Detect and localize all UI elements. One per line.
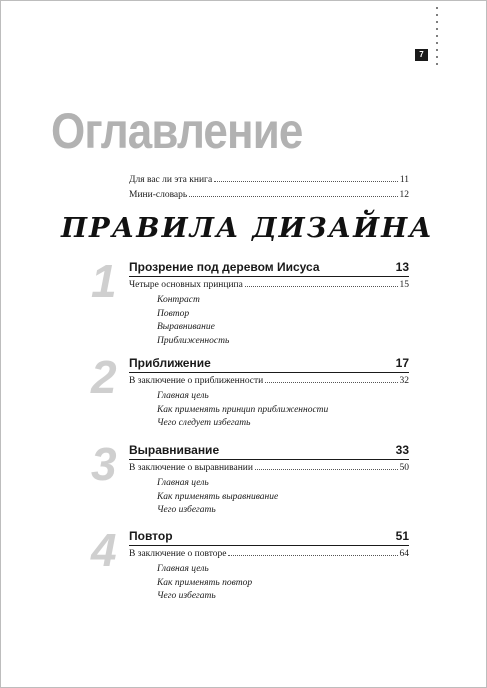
toc-entry[interactable] [129, 376, 409, 391]
chapter-title: Прозрение под деревом Иисуса [129, 260, 320, 274]
dot-leader [245, 286, 398, 287]
entry-page: 15 [399, 280, 409, 290]
entry-label: В заключение о приближенности [129, 376, 264, 386]
entry-page: 64 [399, 549, 409, 559]
entry-page: 32 [399, 376, 409, 386]
dot-leader [265, 382, 397, 383]
entry-page: 50 [399, 463, 409, 473]
chapter-items [157, 477, 278, 518]
list-item: Чего следует избегать [157, 418, 251, 428]
list-item: Выравнивание [157, 322, 215, 332]
chapter-heading[interactable] [129, 260, 409, 277]
chapter-page: 13 [395, 260, 409, 274]
chapter-heading[interactable] [129, 443, 409, 460]
list-item: Главная цель [157, 478, 209, 488]
entry-label: В заключение о выравнивании [129, 463, 253, 473]
chapter-number: 4 [91, 524, 117, 576]
chapter-title: Выравнивание [129, 443, 220, 457]
list-item: Приближенность [157, 335, 230, 346]
chapter-page: 51 [395, 529, 409, 543]
dot-leader [255, 469, 398, 470]
list-item: Чего избегать [157, 505, 216, 515]
intro-entries [129, 175, 409, 205]
entry-label: Четыре основных принципа [129, 280, 243, 290]
entry-label: Для вас ли эта книга [129, 175, 213, 185]
list-item: Чего избегать [157, 591, 216, 601]
toc-entry[interactable] [129, 463, 409, 478]
chapter-number: 2 [91, 351, 117, 403]
dot-leader [189, 196, 397, 197]
entry-label: В заключение о повторе [129, 549, 227, 559]
page-title: Оглавление [51, 103, 303, 159]
entry-label: Мини-словарь [129, 190, 188, 200]
toc-entry[interactable] [129, 280, 409, 295]
list-item: Главная цель [157, 564, 209, 574]
dot-leader [228, 555, 397, 556]
list-item: Как применять повтор [157, 577, 253, 588]
chapter-number: 1 [91, 255, 117, 307]
decorative-dots [435, 7, 439, 70]
entry-page: 12 [399, 190, 409, 200]
list-item: Контраст [157, 295, 200, 305]
chapter-number: 3 [91, 438, 117, 490]
chapter-page: 33 [395, 443, 409, 457]
toc-entry[interactable] [129, 175, 409, 190]
chapter-items [157, 563, 252, 604]
chapter-items [157, 390, 328, 431]
list-item: Как применять принцип приближенности [157, 404, 329, 415]
chapter-heading[interactable] [129, 356, 409, 373]
entry-page: 11 [399, 175, 409, 185]
dot-leader [214, 181, 398, 182]
chapter-title: Повтор [129, 529, 173, 543]
list-item: Главная цель [157, 391, 209, 401]
chapter-items [157, 294, 229, 348]
list-item: Повтор [157, 308, 190, 319]
toc-entry[interactable] [129, 549, 409, 564]
toc-entry[interactable] [129, 190, 409, 205]
section-title: ПРАВИЛА ДИЗАЙНА [61, 213, 434, 244]
chapter-page: 17 [395, 356, 409, 370]
page-number: 7 [415, 49, 428, 61]
chapter-title: Приближение [129, 356, 211, 370]
chapter-heading[interactable] [129, 529, 409, 546]
list-item: Как применять выравнивание [157, 491, 279, 502]
